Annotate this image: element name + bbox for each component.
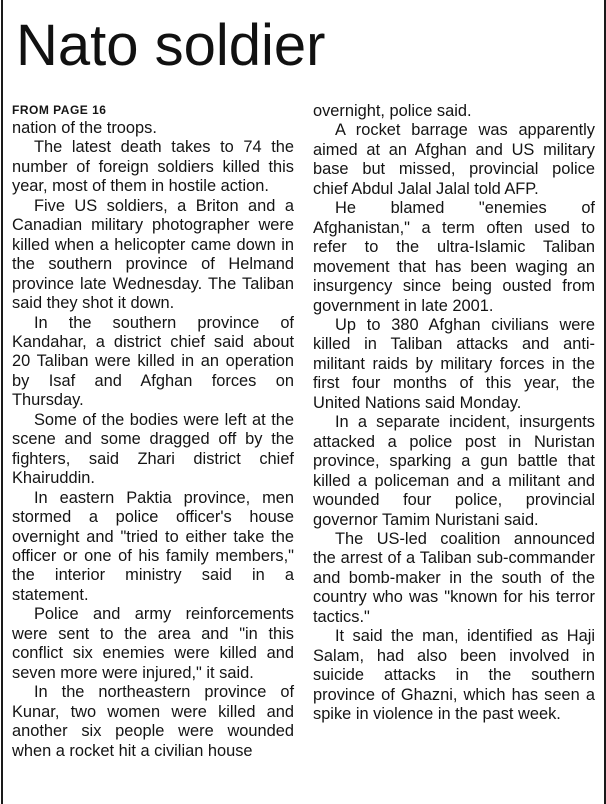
article-column-right <box>313 102 595 725</box>
paragraph: Up to 380 Afghan civilians were killed in Taliban attacks and anti-militant raids by military forces in the first four months of this year, the United Nations said Monday. <box>313 315 595 412</box>
paragraph: A rocket barrage was apparently aimed at an Afghan and US military base but missed, provincial police chief Abdul Jalal Jalal told AFP. <box>313 121 595 198</box>
paragraph: The US-led coalition announced the arrest of a Taliban sub-commander and bomb-maker in the south of the country who was "known for his terror tactics." <box>313 529 595 626</box>
paragraph: He blamed "enemies of Afghanistan," a term often used to refer to the ultra-Islamic Taliban movement that has been waging an insurgency since being ousted from government in late 2001. <box>313 199 595 315</box>
jump-line: FROM PAGE 16 <box>12 103 107 117</box>
paragraph: In eastern Paktia province, men stormed a police officer's house overnight and "tried to either take the officer or one of his family members," the interior ministry said in a statement. <box>12 488 294 604</box>
paragraph: In the southern province of Kandahar, a district chief said about 20 Taliban were killed in an operation by Isaf and Afghan forces on Thursday. <box>12 313 294 410</box>
paragraph: Five US soldiers, a Briton and a Canadian military photographer were killed when a helicopter came down in the southern province of Helmand province late Wednesday. The Taliban said they shot it down. <box>12 196 294 313</box>
headline: Nato soldier <box>16 13 326 78</box>
article-column-left <box>12 102 294 761</box>
paragraph: overnight, police said. <box>313 102 472 120</box>
paragraph: Police and army reinforcements were sent to the area and "in this conflict six enemies were killed and seven more were injured," it said. <box>12 605 294 682</box>
paragraph: It said the man, identified as Haji Salam, had also been involved in suicide attacks in the southern province of Ghazni, which has seen a spike in violence in the past week. <box>313 627 595 724</box>
paragraph: In the northeastern province of Kunar, two women were killed and another six people were wounded when a rocket hit a civilian house <box>12 683 294 760</box>
paragraph: In a separate incident, insurgents attacked a police post in Nuristan province, sparking a gun battle that killed a policeman and a militant and wounded four police, provincial governor Tamim Nuristani said. <box>313 413 595 529</box>
paragraph: Some of the bodies were left at the scene and some dragged off by the fighters, said Zhari district chief Khairuddin. <box>12 410 294 488</box>
paragraph: The latest death takes to 74 the number of foreign soldiers killed this year, most of them in hostile action. <box>12 138 294 196</box>
left-border-rule <box>1 0 3 804</box>
paragraph: nation of the troops. <box>12 119 157 137</box>
